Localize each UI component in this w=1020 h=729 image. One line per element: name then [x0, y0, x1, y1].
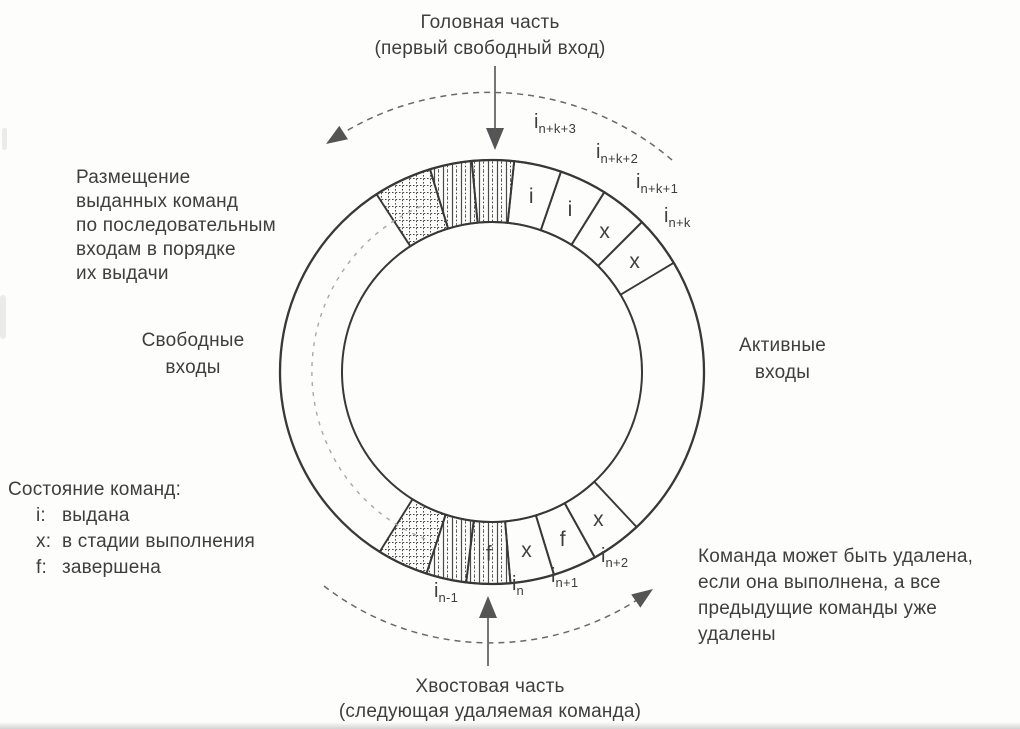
head-label — [300, 10, 680, 62]
entry-index-label: $i_{n+2}$ — [601, 545, 629, 570]
legend-desc: в стадии выполнения — [62, 531, 256, 552]
entry-index-label: $i_{n+k+2}$ — [596, 141, 639, 166]
legend-item-issued — [8, 503, 255, 529]
active-entries-label — [710, 332, 855, 386]
free-entries-line1: Свободные — [141, 330, 245, 351]
entry-index-label: $i_{n-1}$ — [434, 580, 459, 605]
placement-note-line: входам в порядке — [76, 239, 236, 260]
entry-state-letter: i — [567, 198, 573, 222]
legend-item-finished — [8, 555, 255, 581]
entry-state-letter: f — [485, 542, 492, 566]
tail-label-line2: (следующая удаляемая команда) — [338, 701, 642, 722]
tail-label-line1: Хвостовая часть — [415, 676, 565, 697]
entry-state-letter: x — [521, 539, 532, 563]
legend-term: i: — [36, 505, 46, 526]
removal-note-line: предыдущие команды уже — [698, 598, 938, 619]
entry-state-letter: f — [559, 528, 566, 552]
legend-term: x: — [36, 531, 52, 552]
active-entries-line2: входы — [754, 362, 811, 383]
placement-note-line: выданных команд — [76, 191, 239, 212]
scan-page-edge — [0, 722, 1020, 729]
legend-item-executing — [8, 529, 255, 555]
free-entries-label — [118, 327, 268, 381]
ring-inner-circle — [342, 219, 642, 522]
tail-pointer-arrowhead-icon — [479, 596, 497, 618]
removal-note-line: Команда может быть удалена, — [698, 546, 974, 567]
placement-note — [76, 166, 336, 286]
tail-label — [300, 674, 680, 724]
head-label-line1: Головная часть — [420, 12, 560, 33]
rotation-arc-bottom-arrowhead-icon — [631, 589, 653, 608]
entry-index-label: $i_{n+k+1}$ — [636, 171, 679, 196]
legend-desc: завершена — [62, 557, 161, 578]
entry-index-label: $i_n$ — [512, 573, 524, 598]
removal-note — [698, 544, 1020, 648]
placement-note-line: их выдачи — [76, 263, 169, 284]
removal-note-line: если она выполнена, а все — [698, 572, 941, 593]
scan-artifact — [0, 295, 6, 339]
rotation-arc-top-arrowhead-icon — [326, 126, 348, 144]
active-entries-line1: Активные — [739, 335, 826, 356]
head-pointer-arrowhead-icon — [486, 128, 504, 150]
entry-index-label: $i_{n+k}$ — [664, 205, 691, 230]
entry-state-letter: x — [629, 250, 640, 274]
entry-state-letter: x — [599, 219, 610, 243]
placement-note-line: по последовательным — [76, 215, 276, 236]
entry-state-letter: i — [528, 184, 534, 208]
removal-note-line: удалены — [698, 624, 776, 645]
entry-state-letter: x — [593, 507, 604, 531]
legend-title: Состояние команд: — [8, 479, 182, 500]
placement-note-line: Размещение — [76, 167, 191, 188]
legend-term: f: — [36, 557, 47, 578]
entry-index-label: $i_{n+1}$ — [551, 565, 579, 590]
entry-index-label: $i_{n+k+3}$ — [534, 111, 577, 136]
scan-artifact — [2, 128, 7, 150]
legend-desc: выдана — [62, 505, 130, 526]
free-entries-line2: входы — [165, 357, 221, 378]
state-legend — [8, 477, 255, 581]
head-label-line2: (первый свободный вход) — [374, 38, 606, 59]
